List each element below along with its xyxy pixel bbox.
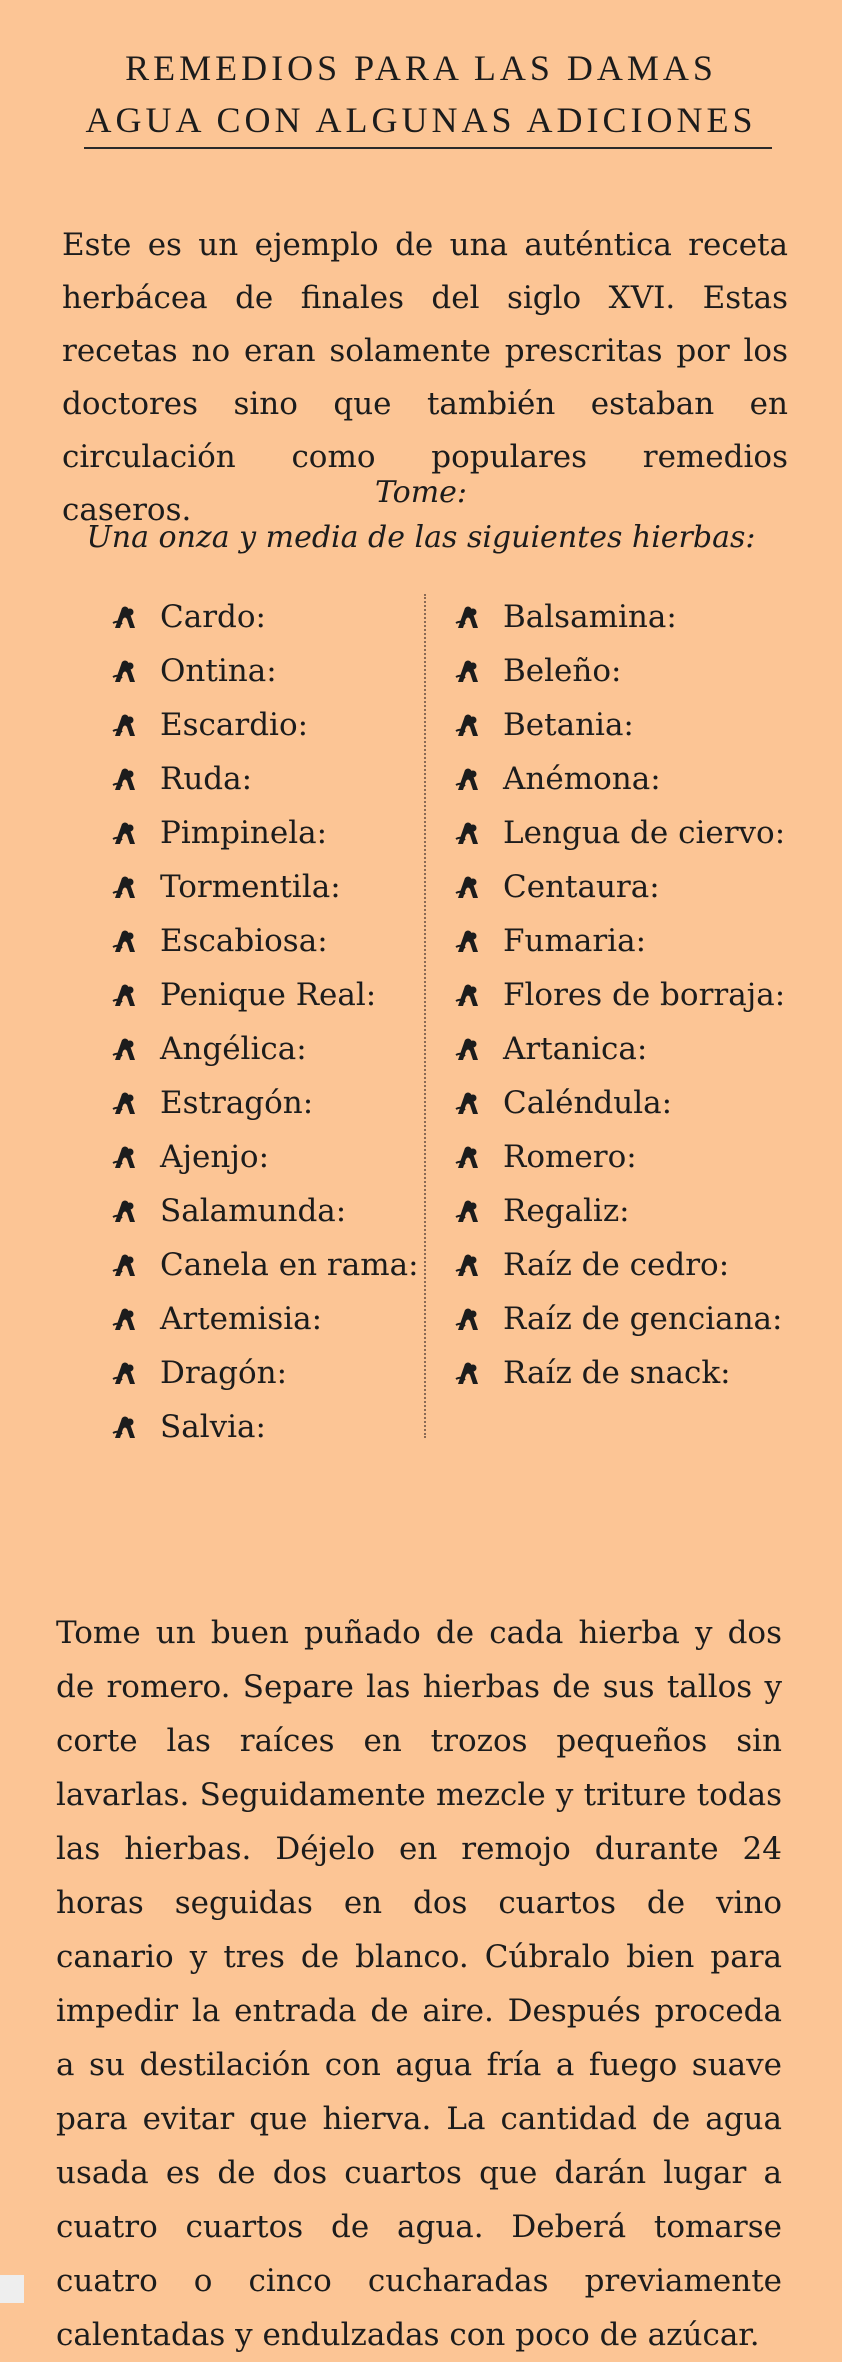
herb-name: Salvia: — [160, 1409, 266, 1445]
herb-item — [455, 1238, 785, 1292]
fleuron-icon — [455, 658, 481, 684]
herb-name: Anémona: — [503, 761, 661, 797]
herb-item — [455, 1346, 785, 1400]
herb-name: Beleño: — [503, 653, 622, 689]
herb-item — [455, 1184, 785, 1238]
herb-name: Angélica: — [160, 1031, 307, 1067]
fleuron-icon — [112, 1306, 138, 1332]
herb-name: Ontina: — [160, 653, 277, 689]
fleuron-icon — [455, 766, 481, 792]
herb-name: Cardo: — [160, 599, 266, 635]
fleuron-icon — [112, 874, 138, 900]
herb-item — [112, 806, 419, 860]
herb-name: Artanica: — [503, 1031, 648, 1067]
herb-item — [112, 968, 419, 1022]
herb-item — [455, 860, 785, 914]
herb-name: Canela en rama: — [160, 1247, 419, 1283]
herb-item — [455, 644, 785, 698]
herb-name: Caléndula: — [503, 1085, 673, 1121]
herb-item — [455, 752, 785, 806]
fleuron-icon — [455, 982, 481, 1008]
fleuron-icon — [112, 1144, 138, 1170]
herb-item — [455, 1292, 785, 1346]
herb-name: Lengua de ciervo: — [503, 815, 786, 851]
herb-item — [112, 1130, 419, 1184]
herb-item — [455, 1076, 785, 1130]
herb-item — [455, 590, 785, 644]
herb-item — [112, 1022, 419, 1076]
herb-item — [112, 752, 419, 806]
herb-name: Dragón: — [160, 1355, 288, 1391]
herb-item — [112, 1184, 419, 1238]
fleuron-icon — [112, 766, 138, 792]
fleuron-icon — [112, 658, 138, 684]
fleuron-icon — [112, 1198, 138, 1224]
fleuron-icon — [112, 982, 138, 1008]
corner-patch — [0, 2275, 24, 2303]
page-title: REMEDIOS PARA LAS DAMAS — [125, 48, 717, 88]
fleuron-icon — [455, 1306, 481, 1332]
fleuron-icon — [455, 820, 481, 846]
herb-name: Raíz de snack: — [503, 1355, 731, 1391]
herb-name: Fumaria: — [503, 923, 647, 959]
fleuron-icon — [112, 1360, 138, 1386]
herb-item — [112, 1238, 419, 1292]
fleuron-icon — [455, 712, 481, 738]
herb-item — [455, 914, 785, 968]
herb-name: Balsamina: — [503, 599, 677, 635]
fleuron-icon — [455, 1198, 481, 1224]
fleuron-icon — [455, 604, 481, 630]
fleuron-icon — [112, 928, 138, 954]
herb-item — [112, 698, 419, 752]
fleuron-icon — [112, 820, 138, 846]
fleuron-icon — [112, 1414, 138, 1440]
herb-item — [455, 806, 785, 860]
herb-name: Artemisia: — [160, 1301, 323, 1337]
method-paragraph: Tome un buen puñado de cada hierba y dos de romero. Separe las hierbas de sus tallos y corte las raíces en trozos pequeños sin lavarlas. Seguidamente mezcle y triture todas las hierbas. Déjelo en remojo durante 24 horas seguidas en dos cuartos de vino canario y tres de blanco. Cúbralo bien para impedir la entrada de aire. Después proceda a su destilación con agua fría a fuego suave para evitar que hierva. La cantidad de agua usada es de dos cuartos que darán lugar a cuatro cuartos de agua. Deberá tomarse cuatro o cinco cucharadas previamente calentadas y endulzadas con poco de azúcar. — [56, 1615, 782, 2353]
page-subtitle: AGUA CON ALGUNAS ADICIONES — [85, 100, 757, 140]
herb-name: Centaura: — [503, 869, 660, 905]
herb-item — [112, 644, 419, 698]
herb-item — [112, 1292, 419, 1346]
herb-name: Raíz de cedro: — [503, 1247, 730, 1283]
herb-name: Estragón: — [160, 1085, 314, 1121]
herb-item — [112, 1076, 419, 1130]
fleuron-icon — [455, 1036, 481, 1062]
fleuron-icon — [112, 712, 138, 738]
herb-item — [112, 1400, 419, 1454]
fleuron-icon — [455, 1360, 481, 1386]
herb-item — [112, 1346, 419, 1400]
herb-name: Raíz de genciana: — [503, 1301, 783, 1337]
herb-item — [455, 1130, 785, 1184]
herb-item — [455, 968, 785, 1022]
fleuron-icon — [112, 604, 138, 630]
fleuron-icon — [455, 928, 481, 954]
herb-name: Regaliz: — [503, 1193, 630, 1229]
herb-name: Tormentila: — [160, 869, 341, 905]
fleuron-icon — [455, 1090, 481, 1116]
instruction-tome: Tome: — [374, 475, 468, 510]
fleuron-icon — [112, 1252, 138, 1278]
herb-item — [455, 698, 785, 752]
herb-name: Ajenjo: — [160, 1139, 270, 1175]
instruction-quantity: Una onza y media de las siguientes hierbas: — [86, 520, 756, 555]
herb-name: Salamunda: — [160, 1193, 347, 1229]
fleuron-icon — [455, 874, 481, 900]
herb-name: Ruda: — [160, 761, 253, 797]
herb-name: Escardio: — [160, 707, 309, 743]
herb-item — [112, 590, 419, 644]
herb-name: Betania: — [503, 707, 634, 743]
intro-paragraph: Este es un ejemplo de una auténtica receta herbácea de finales del siglo XVI. Estas recetas no eran solamente prescritas por los doctores sino que también estaban en circulación como populares remedios caseros. — [62, 227, 788, 528]
title-underline — [84, 147, 772, 149]
herb-item — [455, 1022, 785, 1076]
herb-name: Flores de borraja: — [503, 977, 786, 1013]
herb-name: Romero: — [503, 1139, 637, 1175]
herb-name: Escabiosa: — [160, 923, 328, 959]
herb-list-right — [455, 590, 785, 1400]
herb-name: Pimpinela: — [160, 815, 328, 851]
herb-list-left — [112, 590, 419, 1454]
fleuron-icon — [112, 1090, 138, 1116]
fleuron-icon — [455, 1144, 481, 1170]
fleuron-icon — [112, 1036, 138, 1062]
herb-item — [112, 860, 419, 914]
column-divider — [424, 594, 426, 1438]
fleuron-icon — [455, 1252, 481, 1278]
herb-item — [112, 914, 419, 968]
herb-name: Penique Real: — [160, 977, 377, 1013]
